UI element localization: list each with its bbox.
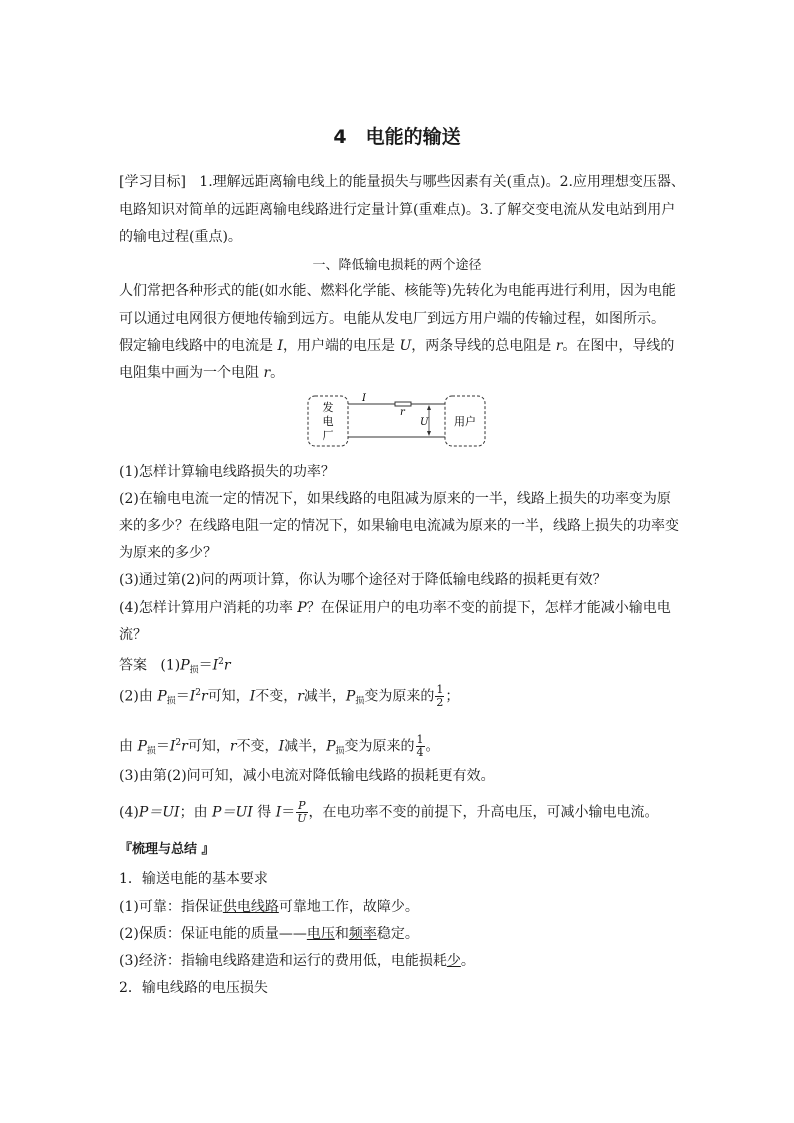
question-text: ？在保证用户的电功率不变的前提下，怎样才能减小输电电 (306, 600, 671, 616)
intro-line-4 (119, 363, 284, 383)
equals-sign: ＝ (155, 738, 170, 755)
objectives-label: [学习目标] (119, 174, 186, 190)
question-2-line-1: (2)在输电电流一定的情况下，如果线路的电阻减为原来的一半，线路上损失的功率变为原 (119, 491, 671, 507)
subscript-loss: 损 (189, 665, 199, 676)
user-label: 用户 (454, 415, 476, 428)
question-2-line-3: 为原来的多少？ (119, 545, 217, 561)
question-3: (3)通过第(2)问的两项计算，你认为哪个途径对于降低输电线路的损耗更有效？ (119, 572, 607, 588)
intro-text: ，用户端的电压是 (282, 338, 400, 354)
section-heading: 一、降低输电损耗的两个途径 (312, 258, 482, 273)
fraction-denominator: 4 (416, 746, 424, 760)
fraction-denominator: 2 (436, 696, 444, 710)
var-P: P (137, 738, 147, 755)
intro-text: ，两条导线的总电阻是 (411, 338, 556, 354)
resistor-symbol (395, 402, 411, 406)
summary-text: 稳定。 (376, 926, 419, 942)
var-r: r (229, 738, 237, 755)
answer-2-line-1 (119, 683, 459, 712)
summary-text: 和 (334, 926, 349, 942)
requirement-2 (119, 924, 419, 944)
var-I: I (277, 338, 283, 354)
intro-text: 。在图中，导线的 (562, 338, 675, 354)
objectives-text-1: 1.理解远距离输电线上的能量损失与哪些因素有关(重点)。2.应用理想变压器、 (199, 174, 685, 190)
requirement-1 (119, 897, 419, 917)
underlined-term: 电压 (306, 926, 335, 942)
summary-item-2: 2．输电线路的电压损失 (119, 980, 268, 996)
requirement-3 (119, 951, 475, 971)
question-4-line-2: 流？ (119, 627, 147, 643)
answer-text: (4) (119, 804, 139, 821)
var-r: r (555, 338, 563, 354)
equals-sign: ＝ (175, 688, 190, 705)
answer-text: 由 (119, 738, 138, 755)
voltage-arrow-head-top (427, 405, 431, 410)
var-I: I (278, 738, 285, 755)
plant-char-2: 电 (322, 415, 334, 428)
answer-text: (1) (160, 657, 181, 674)
answer-text: 得 (252, 804, 276, 821)
subscript-loss: 损 (335, 746, 345, 757)
voltage-label: U (420, 417, 429, 428)
answer-1 (119, 652, 231, 681)
plant-char-3: 厂 (322, 429, 334, 442)
formula-p-ui: P＝UI (212, 804, 253, 821)
plant-char-1: 发 (322, 401, 334, 414)
subscript-loss: 损 (146, 746, 156, 757)
superscript-2: 2 (175, 738, 182, 748)
answer-label: 答案 (119, 657, 147, 674)
summary-text: 可靠地工作，故障少。 (278, 899, 419, 915)
fraction-numerator: P (298, 799, 306, 812)
summary-text: (2)保质：保证电能的质量—— (119, 926, 307, 942)
answer-2-line-2 (119, 733, 440, 762)
superscript-2: 2 (195, 688, 201, 698)
answer-text: 减半， (303, 688, 346, 705)
summary-text: (3)经济：指输电线路建造和运行的费用低，电能损耗 (119, 953, 447, 969)
var-r: r (297, 688, 304, 705)
var-r: r (263, 365, 271, 381)
answer-3: (3)由第(2)问可知，减小电流对降低输电线路的损耗更有效。 (119, 768, 495, 784)
question-4-line-1 (119, 598, 671, 618)
subscript-loss: 损 (355, 696, 365, 707)
answer-text: (2)由 (119, 688, 158, 705)
summary-text: (1)可靠：指保证 (119, 899, 223, 915)
fraction-p-over-u (296, 800, 307, 825)
underlined-term: 少 (446, 953, 461, 969)
answer-text: ； (445, 688, 460, 705)
answer-4 (119, 800, 659, 825)
var-P: P (297, 600, 307, 616)
page-title: 4 电能的输送 (333, 126, 461, 148)
intro-text: 电阻集中画为一个电阻 (119, 365, 264, 381)
answer-text: ；由 (179, 804, 213, 821)
answer-text: 可知， (207, 688, 250, 705)
var-P: P (180, 657, 190, 674)
var-P: P (157, 688, 167, 705)
fraction-one-quarter (416, 734, 425, 759)
var-r: r (200, 688, 208, 705)
answer-text: 不变， (236, 738, 279, 755)
intro-text: 。 (270, 365, 285, 381)
resistor-label: r (400, 407, 405, 418)
question-1: (1)怎样计算输电线路损失的功率？ (119, 464, 335, 480)
subscript-loss: 损 (166, 696, 176, 707)
fraction-numerator: 1 (436, 683, 444, 697)
var-P: P (345, 688, 356, 705)
equals-sign: ＝ (198, 657, 213, 674)
var-I: I (249, 688, 256, 705)
intro-text: 假定输电线路中的电流是 (119, 338, 278, 354)
voltage-arrow-head-bottom (427, 431, 431, 436)
answer-text: ，在电功率不变的前提下，升高电压，可减小输电电流。 (308, 804, 659, 821)
var-P: P (326, 738, 336, 755)
fraction-denominator: U (297, 812, 307, 825)
current-label: I (362, 393, 366, 404)
var-U: U (399, 338, 412, 354)
answer-text: 变为原来的 (344, 738, 415, 755)
var-I: I (189, 688, 196, 705)
summary-item-1: 1．输送电能的基本要求 (119, 871, 268, 887)
var-I: I (169, 738, 176, 755)
intro-line-2: 可以通过电网很方便地传输到远方。电能从发电厂到远方用户端的传输过程，如图所示。 (119, 311, 665, 327)
intro-line-3 (119, 336, 674, 356)
answer-text: 不变， (255, 688, 298, 705)
var-r: r (181, 738, 188, 755)
var-I: I (275, 804, 282, 821)
underlined-term: 供电线路 (222, 899, 279, 915)
superscript-2: 2 (218, 657, 224, 667)
var-I: I (212, 657, 219, 674)
equals-sign: ＝ (281, 804, 296, 821)
var-r: r (223, 657, 231, 674)
intro-line-1: 人们常把各种形式的能(如水能、燃料化学能、核能等)先转化为电能再进行利用，因为电能 (119, 283, 676, 299)
fraction-numerator: 1 (416, 733, 424, 747)
answer-text: 变为原来的 (364, 688, 435, 705)
answer-text: 。 (425, 738, 440, 755)
summary-text: 。 (460, 953, 475, 969)
answer-text: 减半， (284, 738, 327, 755)
question-text: (4)怎样计算用户消耗的功率 (119, 600, 298, 616)
underlined-term: 频率 (348, 926, 377, 942)
transmission-circuit-diagram (300, 390, 495, 450)
formula-p-ui: P＝UI (138, 804, 180, 821)
answer-text: 可知， (187, 738, 230, 755)
objectives-line-2: 电路知识对简单的远距离输电线路进行定量计算(重难点)。3.了解交变电流从发电站到用户 (119, 202, 676, 218)
question-2-line-2: 来的多少？在线路电阻一定的情况下，如果输电电流减为原来的一半，线路上损失的功率变 (119, 518, 679, 534)
objectives-line-1 (119, 172, 685, 192)
objectives-line-3: 的输电过程(重点)。 (119, 229, 242, 245)
summary-header: 『梳理与总结 』 (119, 842, 215, 857)
fraction-one-half (435, 684, 444, 709)
